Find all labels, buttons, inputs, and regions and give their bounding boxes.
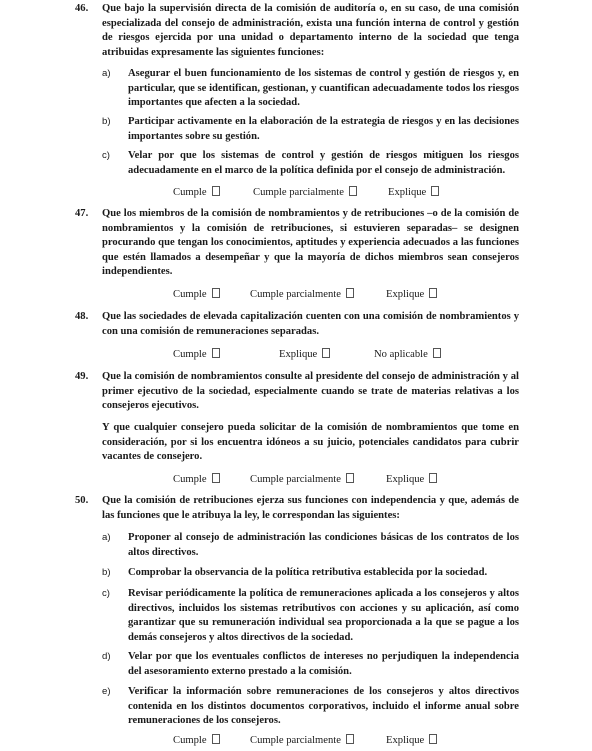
recommendation-text: Que la comisión de retribuciones ejerza sus funciones con independencia y que, además de las funciones que le atribuya la ley, le correspondan las siguientes: (102, 495, 519, 521)
option-cumple[interactable]: Cumple (173, 348, 220, 362)
checkbox-icon[interactable] (212, 473, 220, 483)
recommendation-number: 46. (75, 3, 89, 14)
checkbox-icon[interactable] (429, 288, 437, 298)
checkbox-icon[interactable] (431, 186, 439, 196)
list-item: a) Asegurar el buen funcionamiento de los sistemas de control y gestión de riesgos y, en particular, que se identifican, gestionan, y cuantifican adecuadamente todos los riesgos importantes que afecten a la sociedad. (102, 68, 519, 109)
checkbox-icon[interactable] (212, 734, 220, 744)
option-explique[interactable]: Explique (279, 348, 330, 362)
checkbox-icon[interactable] (346, 288, 354, 298)
list-item: c) Revisar periódicamente la política de remuneraciones aplicada a los consejeros y altos directivos, incluidos los sistemas retributivos con acciones y su aplicación, así como garantizar que su remuneración individual sea proporcionada a la que se pague a los demás consejeros y altos directivos de la sociedad. (102, 588, 519, 643)
option-no-aplicable[interactable]: No aplicable (374, 348, 441, 362)
checkbox-icon[interactable] (429, 734, 437, 744)
recommendation-50 (75, 494, 519, 523)
checkbox-icon[interactable] (429, 473, 437, 483)
recommendation-number: 47. (75, 208, 89, 219)
recommendation-text: Que los miembros de la comisión de nombramientos y de retribuciones –o de la comisión de nombramientos y la comisión de retribuciones, si estuvieren separadas– se designen procurando que tengan los conocimientos, aptitudes y experiencia adecuados a las funciones que estén llamados a desempeñar y que la mayoría de dichos miembros sean consejeros independientes. (102, 208, 519, 278)
recommendation-47 (75, 207, 519, 280)
recommendation-49 (75, 370, 519, 414)
checkbox-icon[interactable] (346, 473, 354, 483)
recommendation-text: Que las sociedades de elevada capitalización cuenten con una comisión de nombramientos y con una comisión de remuneraciones separadas. (102, 311, 519, 337)
checkbox-icon[interactable] (433, 348, 441, 358)
option-cumple[interactable]: Cumple (173, 288, 220, 302)
checkbox-icon[interactable] (212, 348, 220, 358)
list-item: e) Verificar la información sobre remuneraciones de los consejeros y altos directivos contenida en los distintos documentos corporativos, incluido el informe anual sobre remuneraciones de los consejeros. (102, 686, 519, 727)
checkbox-icon[interactable] (346, 734, 354, 744)
list-item: b) Comprobar la observancia de la política retributiva establecida por la sociedad. (102, 567, 488, 578)
option-explique[interactable]: Explique (386, 473, 437, 487)
list-item: b) Participar activamente en la elaboración de la estrategia de riesgos y en las decisiones importantes sobre su gestión. (102, 116, 519, 142)
option-cumple-parcialmente[interactable]: Cumple parcialmente (253, 186, 357, 200)
option-cumple-parcialmente[interactable]: Cumple parcialmente (250, 734, 354, 748)
recommendation-48 (75, 310, 519, 339)
checkbox-icon[interactable] (322, 348, 330, 358)
option-cumple[interactable]: Cumple (173, 734, 220, 748)
list-item: c) Velar por que los sistemas de control y gestión de riesgos mitiguen los riesgos adecuadamente en el marco de la política definida por el consejo de administración. (102, 150, 519, 176)
recommendation-46 (75, 2, 519, 60)
option-explique[interactable]: Explique (386, 288, 437, 302)
option-cumple[interactable]: Cumple (173, 473, 220, 487)
list-item: a) Proponer al consejo de administración las condiciones básicas de los contratos de los altos directivos. (102, 532, 519, 558)
recommendation-number: 48. (75, 311, 89, 322)
list-item: d) Velar por que los eventuales conflictos de intereses no perjudiquen la independencia del asesoramiento externo prestado a la comisión. (102, 651, 519, 677)
option-explique[interactable]: Explique (386, 734, 437, 748)
option-cumple-parcialmente[interactable]: Cumple parcialmente (250, 473, 354, 487)
recommendation-number: 49. (75, 371, 89, 382)
checkbox-icon[interactable] (349, 186, 357, 196)
recommendation-paragraph: Y que cualquier consejero pueda solicitar de la comisión de nombramientos que tome en consideración, por si los encuentra idóneos a su juicio, potenciales candidatos para cubrir vacantes de consejero. (102, 422, 519, 463)
recommendation-text: Que la comisión de nombramientos consulte al presidente del consejo de administración y al primer ejecutivo de la sociedad, especialmente cuando se trate de materias relativas a los consejeros ejecutivos. (102, 371, 519, 412)
option-cumple[interactable]: Cumple (173, 186, 220, 200)
checkbox-icon[interactable] (212, 288, 220, 298)
recommendation-text: Que bajo la supervisión directa de la comisión de auditoría o, en su caso, de una comisión especializada del consejo de administración, exista una función interna de control y gestión de riesgos ejercida por una unidad o departamento interno de la sociedad que tenga atribuidas expresamente las siguientes funciones: (102, 3, 519, 58)
option-explique[interactable]: Explique (388, 186, 439, 200)
recommendation-number: 50. (75, 495, 89, 506)
option-cumple-parcialmente[interactable]: Cumple parcialmente (250, 288, 354, 302)
checkbox-icon[interactable] (212, 186, 220, 196)
